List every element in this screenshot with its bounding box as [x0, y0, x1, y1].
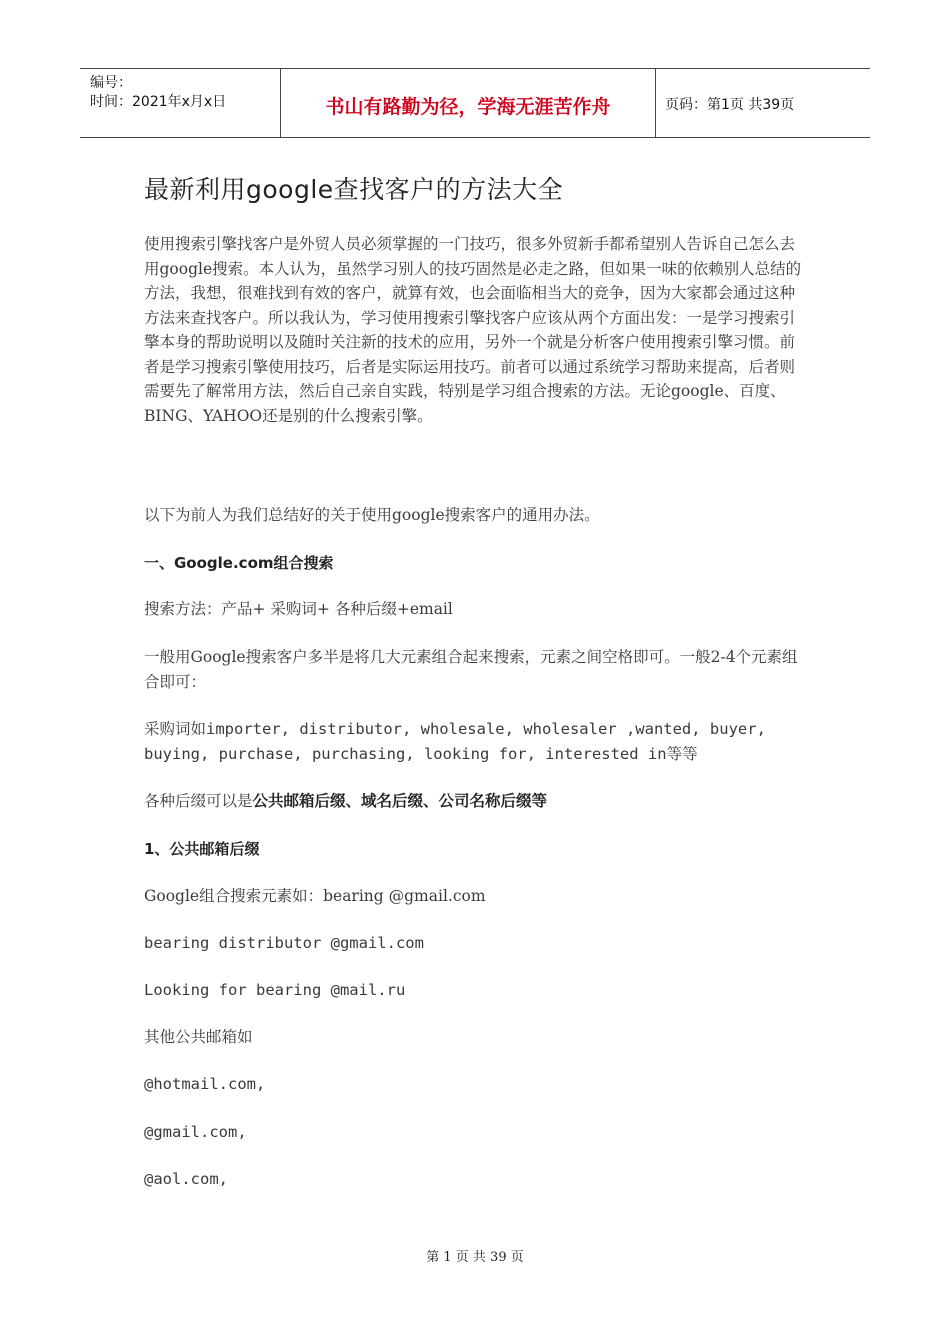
purchase-words-prefix: 采购词如	[144, 720, 207, 738]
other-mail-label: 其他公共邮箱如	[144, 1028, 253, 1046]
purchase-words-suffix: 等等	[666, 744, 698, 763]
intro-paragraph: 使用搜索引擎找客户是外贸人员必须掌握的一门技巧，很多外贸新手都希望别人告诉自己怎么去用google搜索。本人认为，虽然学习别人的技巧固然是必走之路，但如果一味的依赖别人总结的方法，我想，很难找到有效的客户，就算有效，也会面临相当大的竞争，因为大家都会通过这种方法来查找客户。所以我认为，学习使用搜索引擎找客户应该从两个方面出发：一是学习搜索引擎本身的帮助说明以及随时关注新的技术的应用，另外一个就是分析客户使用搜索引擎习惯。前者是学习搜索引擎使用技巧，后者是实际运用技巧。前者可以通过系统学习帮助来提高，后者则需要先了解常用方法，然后自己亲自实践，特别是学习组合搜索的方法。无论google、百度、BING、YAHOO还是别的什么搜索引擎。	[144, 235, 802, 425]
mail-suffix-2: @gmail.com,	[144, 1123, 247, 1141]
subheading-public-mail: 1、公共邮箱后缀	[144, 840, 260, 858]
mail-suffix-3: @aol.com,	[144, 1170, 228, 1188]
document-title: 最新利用google查找客户的方法大全	[144, 175, 564, 204]
suffix-paragraph	[144, 789, 808, 814]
suffix-prefix: 各种后缀可以是	[144, 792, 253, 810]
example-line-3: Looking for bearing @mail.ru	[144, 981, 406, 999]
search-method: 搜索方法：产品+ 采购词+ 各种后缀+email	[144, 600, 453, 618]
suffix-types: 公共邮箱后缀、域名后缀、公司名称后缀等	[252, 792, 548, 810]
general-use-paragraph: 一般用Google搜索客户多半是将几大元素组合起来搜索，元素之间空格即可。一般2-4个元素组合即可：	[144, 648, 798, 691]
purchase-words-paragraph	[144, 717, 808, 766]
page-footer: 第 1 页 共 39 页	[426, 1250, 524, 1265]
mail-suffix-1: @hotmail.com,	[144, 1075, 266, 1093]
header-page-cell	[655, 69, 870, 137]
purchase-words-list: importer, distributor, wholesale, wholesaler ,wanted, buyer, buying, purchase, purchasing, looking for, interested in	[144, 720, 766, 763]
motto: 书山有路勤为径，学海无涯苦作舟	[325, 96, 611, 118]
date-label: 时间：2021年x月x日	[90, 94, 227, 110]
header-motto-cell	[280, 69, 656, 137]
number-label: 编号：	[90, 75, 132, 91]
summary-paragraph: 以下为前人为我们总结好的关于使用google搜索客户的通用办法。	[144, 506, 600, 524]
section1-heading: 一、Google.com组合搜索	[144, 554, 334, 572]
example-line-2: bearing distributor @gmail.com	[144, 934, 424, 952]
example-line-1: Google组合搜索元素如：bearing @gmail.com	[144, 887, 486, 905]
header-meta-cell	[80, 69, 280, 137]
page-info: 页码：第1页 共39页	[665, 97, 795, 113]
document-header	[80, 68, 870, 138]
